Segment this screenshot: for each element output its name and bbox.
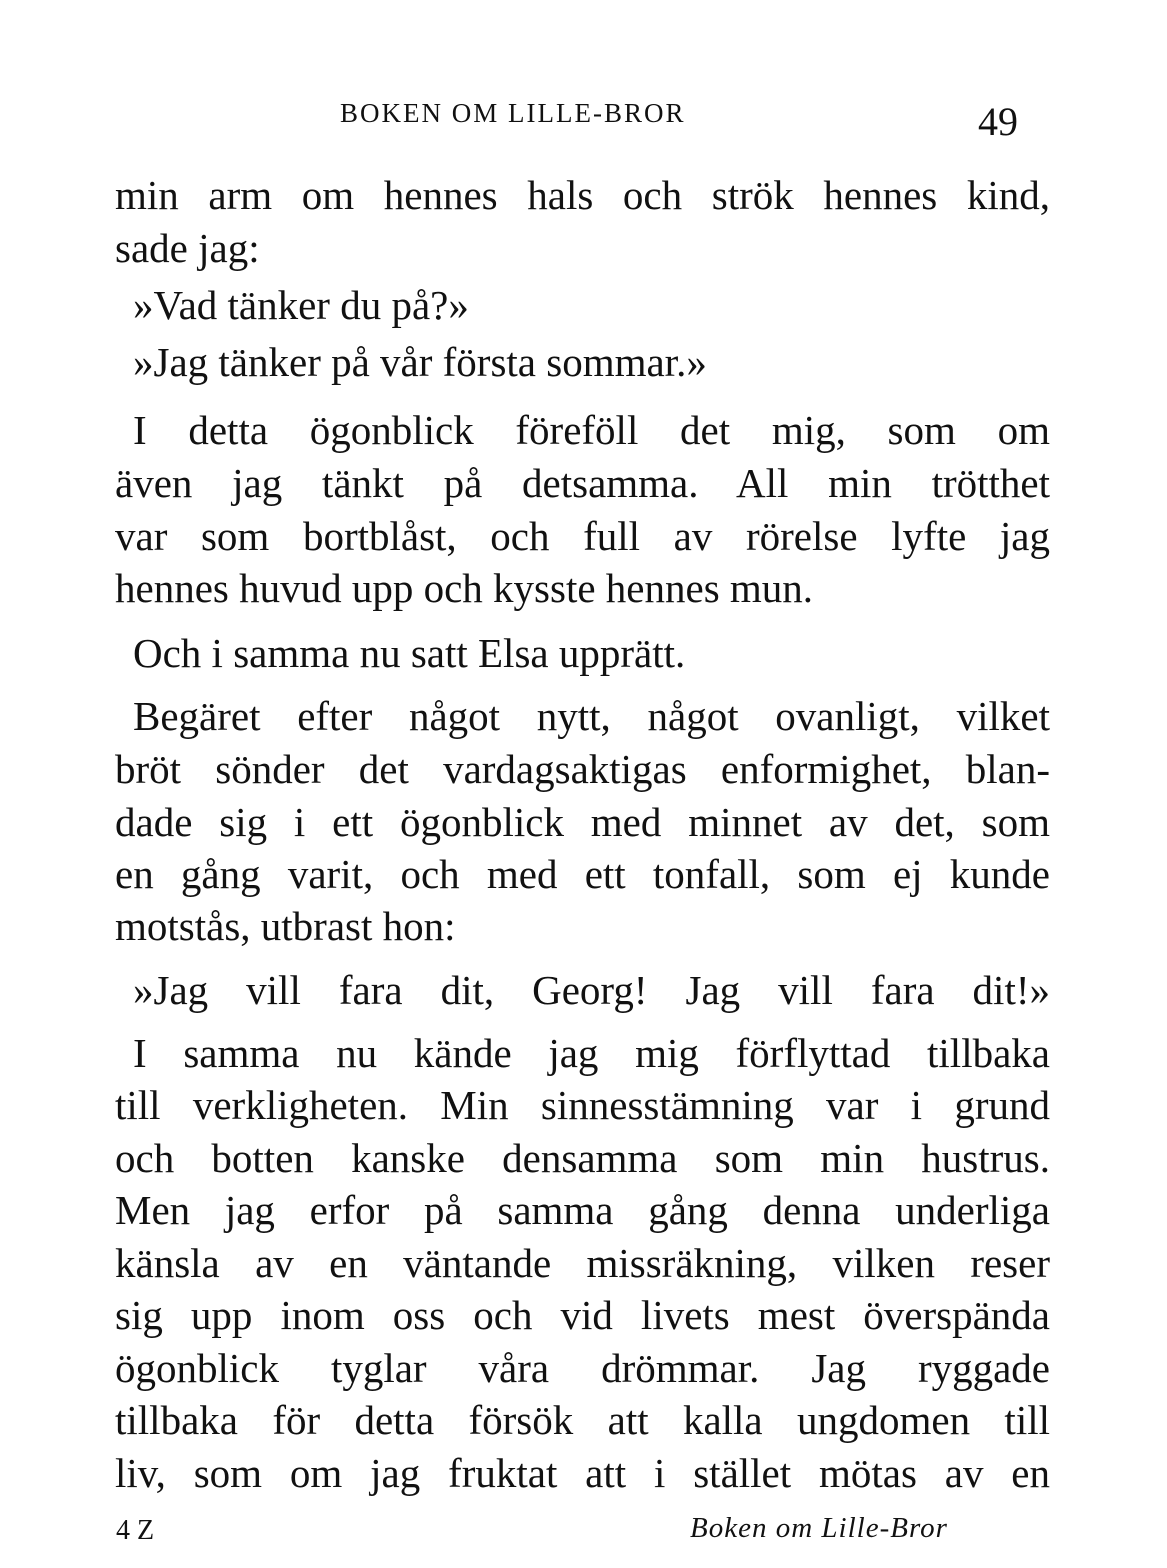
text-line: sade jag:: [115, 225, 260, 271]
text-line: var som bortblåst, och full av rörelse lyfte jag: [115, 513, 1050, 559]
text-line: Och i samma nu satt Elsa upprätt.: [133, 630, 686, 676]
text-line: motstås, utbrast hon:: [115, 903, 456, 949]
page-number: 49: [978, 99, 1018, 144]
text-line: till verkligheten. Min sinnesstämning var i grund: [115, 1082, 1050, 1128]
running-header: BOKEN OM LILLE-BROR: [340, 98, 686, 128]
text-line: sig upp inom oss och vid livets mest överspända: [115, 1292, 1050, 1338]
text-line: I detta ögonblick föreföll det mig, som om: [133, 407, 1050, 453]
text-line: Men jag erfor på samma gång denna underliga: [115, 1187, 1050, 1233]
footer-running-title: Boken om Lille-Bror: [690, 1512, 948, 1544]
text-line: min arm om hennes hals och strök hennes kind,: [115, 172, 1050, 218]
text-line: liv, som om jag fruktat att i stället mötas av en: [115, 1450, 1050, 1496]
text-line: »Jag tänker på vår första sommar.»: [133, 339, 707, 385]
text-line: »Vad tänker du på?»: [133, 282, 469, 328]
text-line: hennes huvud upp och kysste hennes mun.: [115, 565, 814, 611]
text-line: ögonblick tyglar våra drömmar. Jag ryggade: [115, 1345, 1050, 1391]
text-line: tillbaka för detta försök att kalla ungdomen till: [115, 1397, 1050, 1443]
text-line: Begäret efter något nytt, något ovanligt, vilket: [133, 693, 1050, 739]
text-line: en gång varit, och med ett tonfall, som ej kunde: [115, 851, 1050, 897]
text-line: »Jag vill fara dit, Georg! Jag vill fara dit!»: [133, 967, 1050, 1013]
text-line: känsla av en väntande missräkning, vilken reser: [115, 1240, 1050, 1286]
text-line: och botten kanske densamma som min hustrus.: [115, 1135, 1050, 1181]
text-line: även jag tänkt på detsamma. All min trötthet: [115, 460, 1050, 506]
text-line: dade sig i ett ögonblick med minnet av det, som: [115, 799, 1050, 845]
text-line: I samma nu kände jag mig förflyttad tillbaka: [133, 1030, 1050, 1076]
text-line: bröt sönder det vardagsaktigas enformighet, blan-: [115, 746, 1050, 792]
signature-mark: 4 Z: [116, 1515, 155, 1546]
